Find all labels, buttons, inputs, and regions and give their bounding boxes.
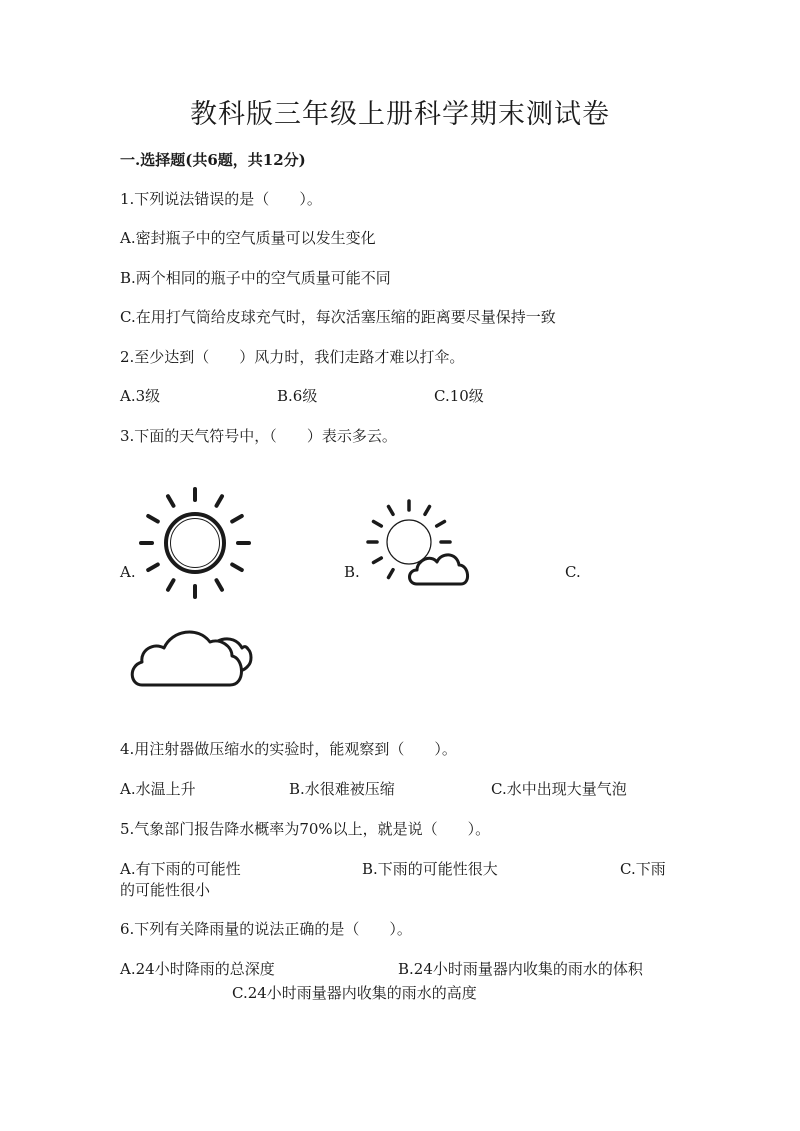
- section-heading: 一.选择题(共6题，共12分): [120, 151, 306, 169]
- q6-option-b: B.24小时雨量器内收集的雨水的体积: [398, 960, 643, 978]
- question-3: 3.下面的天气符号中，（ ）表示多云。: [120, 427, 397, 445]
- q4-option-b: B.水很难被压缩: [289, 780, 395, 798]
- question-5: 5.气象部门报告降水概率为70%以上，就是说（ ）。: [120, 820, 491, 838]
- q5-option-a: A.有下雨的可能性: [120, 860, 241, 878]
- q1-option-b: B.两个相同的瓶子中的空气质量可能不同: [120, 269, 391, 287]
- sun-icon: [130, 478, 260, 608]
- question-6: 6.下列有关降雨量的说法正确的是（ ）。: [120, 920, 412, 938]
- q3-option-c: C.: [565, 563, 581, 581]
- q5-option-c: C.下雨: [620, 860, 666, 878]
- q5-option-b: B.下雨的可能性很大: [362, 860, 498, 878]
- q1-option-c: C.在用打气筒给皮球充气时，每次活塞压缩的距离要尽量保持一致: [120, 308, 556, 326]
- partly-cloudy-icon: [365, 490, 475, 590]
- q4-option-c: C.水中出现大量气泡: [491, 780, 627, 798]
- q2-option-c: C.10级: [434, 387, 484, 405]
- q2-option-b: B.6级: [277, 387, 318, 405]
- q3-option-b: B.: [344, 563, 360, 581]
- q4-option-a: A.水温上升: [120, 780, 196, 798]
- q6-option-c: C.24小时雨量器内收集的雨水的高度: [232, 984, 477, 1002]
- q5-option-c-continued: 的可能性很小: [120, 881, 211, 899]
- q2-option-a: A.3级: [120, 387, 161, 405]
- cloudy-icon: [128, 622, 258, 692]
- q3-option-a: A.: [120, 563, 136, 581]
- question-1: 1.下列说法错误的是（ ）。: [120, 190, 322, 208]
- page-title: 教科版三年级上册科学期末测试卷: [190, 99, 610, 130]
- question-4: 4.用注射器做压缩水的实验时，能观察到（ ）。: [120, 740, 457, 758]
- question-2: 2.至少达到（ ）风力时，我们走路才难以打伞。: [120, 348, 465, 366]
- q1-option-a: A.密封瓶子中的空气质量可以发生变化: [120, 229, 376, 247]
- q6-option-a: A.24小时降雨的总深度: [120, 960, 275, 978]
